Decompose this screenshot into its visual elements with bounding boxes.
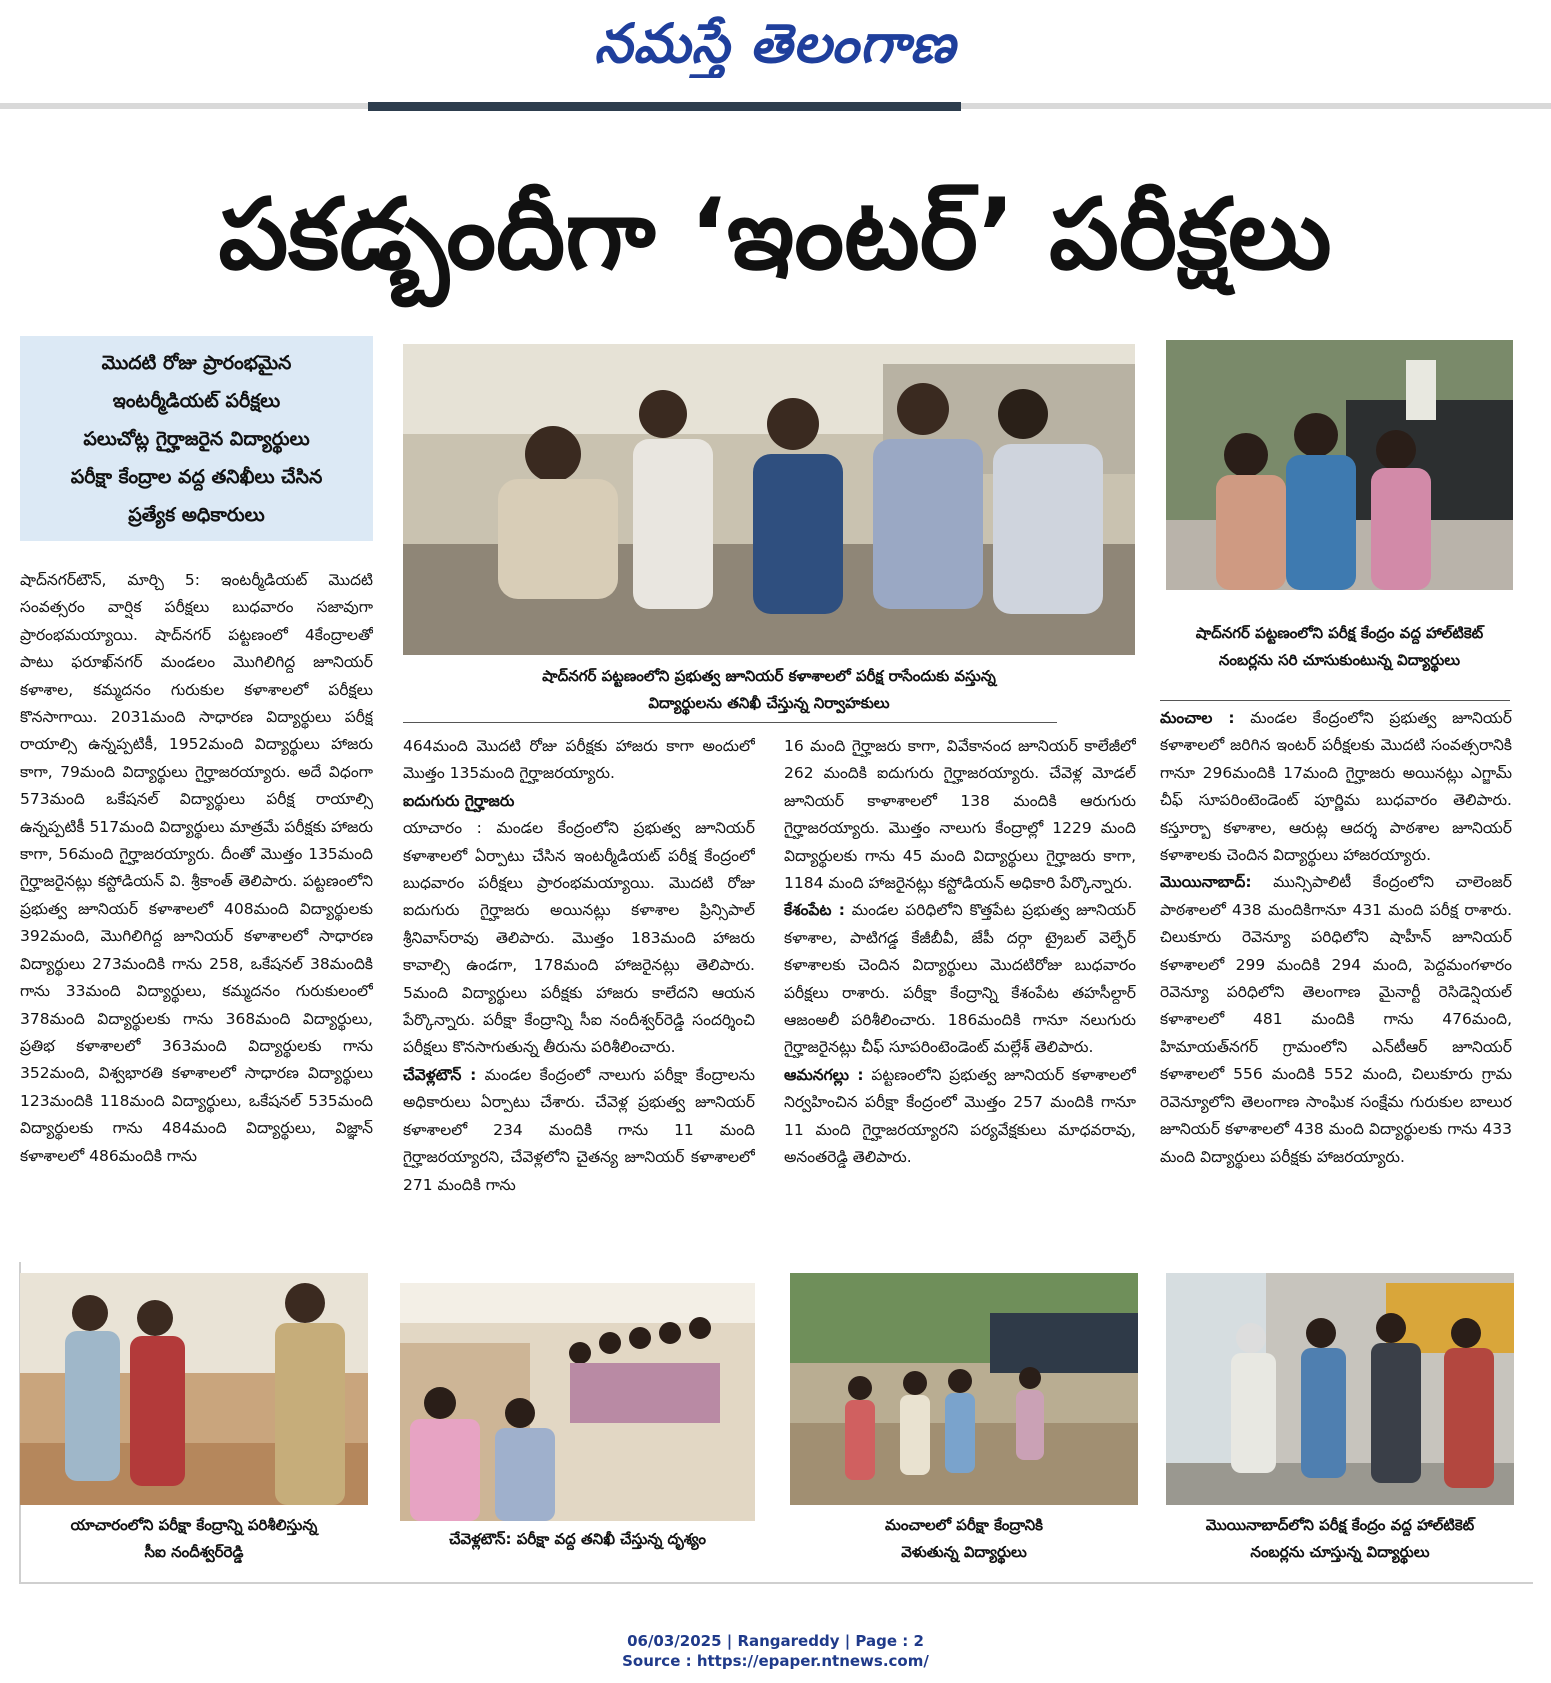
newspaper-logo: నమస్తే తెలంగాణ bbox=[594, 11, 956, 75]
caption-right-photo: షాద్‌నగర్ పట్టణంలోని పరీక్ష కేంద్రం వద్ద హాల్‌టికెట్ నంబర్లను సరి చూసుకుంటున్న విద్యార్థులు bbox=[1195, 624, 1484, 669]
summary-line: ప్రత్యేక అధికారులు bbox=[128, 504, 265, 526]
summary-box bbox=[20, 336, 373, 541]
article-column-2: 464మంది మొదటి రోజు పరీక్షకు హాజరు కాగా అందులో మొత్తం 135మంది గైర్హాజరయ్యారు. ఐదుగురు గైర్హాజరు యాచారం : మండల కేంద్రంలోని ప్రభుత్వ జూనియర్ కళాశాలలో ఏర్పాటు చేసిన ఇంటర్మీడియట్ పరీక్ష కేంద్రంలో బుధవారం పరీక్షలు ప్రారంభమయ్యాయి. మొదటి రోజు ఐదుగురు గైర్హాజరు అయినట్లు కళాశాల ప్రిన్సిపాల్ శ్రీనివాస్‌రావు తెలిపారు. మొత్తం 183మంది హాజరు కావాల్సి ఉండగా, 178మంది హాజరైనట్లు తెలిపారు. 5మంది విద్యార్థులు పరీక్షకు హాజరు కాలేదని ఆయన పేర్కొన్నారు. పరీక్షా కేంద్రాన్ని సీఐ నందీశ్వర్‌రెడ్డి సందర్శించి పరీక్షలు కొనసాగుతున్న తీరును పరిశీలించారు. చేవెళ్లటౌన్ : మండల కేంద్రంలో నాలుగు పరీక్షా కేంద్రాలను అధికారులు ఏర్పాటు చేశారు. చేవెళ్ల ప్రభుత్వ జూనియర్ కళాశాలలో 234 మందికి గాను 11 మంది గైర్హాజరయ్యారని, చేవెళ్లలోని చైతన్య జూనియర్ కళాశాలలో 271 మందికి గాను bbox=[403, 737, 755, 1194]
footer-source[interactable]: Source : https://epaper.ntnews.com/ bbox=[622, 1652, 929, 1670]
separator bbox=[1160, 700, 1510, 701]
footer-date-edition: 06/03/2025 | Rangareddy | Page : 2 bbox=[627, 1632, 924, 1650]
caption-yacharam: యాచారంలోని పరీక్షా కేంద్రాన్ని పరిశీలిస్తున్న సీఐ నందీశ్వర్‌రెడ్డి bbox=[70, 1516, 318, 1561]
photo-manchala bbox=[790, 1273, 1138, 1505]
separator bbox=[403, 722, 1057, 723]
subheading: ఐదుగురు గైర్హాజరు bbox=[403, 791, 515, 810]
masthead bbox=[0, 0, 1551, 100]
article-column-1: షాద్‌నగర్‌టౌన్, మార్చి 5: ఇంటర్మీడియట్ మొదటి సంవత్సరం వార్షిక పరీక్షలు బుధవారం సజావుగా ప్రారంభమయ్యాయి. షాద్‌నగర్ పట్టణంలో 4కేంద్రాలతో పాటు ఫరూఖ్‌నగర్ మండలం మొగిలిగిద్ద జూనియర్ కళాశాల, కమ్మదనం గురుకుల కళాశాలలో పరీక్షలు కొనసాగాయి. 2031మంది సాధారణ విద్యార్థులు పరీక్ష రాయాల్సి ఉన్నప్పటికీ, 1952మంది విద్యార్థులు హాజరు కాగా, 79మంది విద్యార్థులు గైర్హాజరయ్యారు. అదే విధంగా 573మంది ఒకేషనల్ విద్యార్థులు పరీక్ష రాయాల్సి ఉన్నప్పటికీ 517మంది విద్యార్థులు మాత్రమే పరీక్షకు హాజరు కాగా, 56మంది గైర్హాజరయ్యారు. దీంతో మొత్తం 135మంది గైర్హాజరైనట్లు కస్టోడియన్ వి. శ్రీకాంత్ తెలిపారు. పట్టణంలోని ప్రభుత్వ జూనియర్ కళాశాలలో 408మంది విద్యార్థులకు 392మంది, మొగిలిగిద్ద జూనియర్ కళాశాలలో సాధారణ విద్యార్థులు 273మందికి గాను 258, ఒకేషనల్ 38మందికి గాను 33మంది విద్యార్థులు, కమ్మదనం గురుకులంలో 378మంది విద్యార్థులకు గాను 368మంది విద్యార్థులు, ప్రతిభ కళాశాలలో 363మంది విద్యార్థులకు గాను 352మంది, విశ్వభారతి కళాశాలలో సాధారణ విద్యార్థులు 123మందికి 118మంది విద్యార్థులు, ఒకేషనల్ 535మంది విద్యార్థులకు గాను 484మంది విద్యార్థులు, విజ్ఞాన్ కళాశాలలో 486మందికి గాను bbox=[20, 571, 373, 1165]
photo-chevella bbox=[400, 1283, 755, 1521]
caption-main-photo: షాద్‌నగర్ పట్టణంలోని ప్రభుత్వ జూనియర్ కళాశాలలో పరీక్ష రాసేందుకు వస్తున్న విద్యార్థులను తనిఖీ చేస్తున్న నిర్వాహకులు bbox=[542, 667, 996, 712]
summary-line: పలుచోట్ల గైర్హాజరైన విద్యార్థులు bbox=[83, 428, 310, 450]
caption-moinabad: మొయినాబాద్‌లోని పరీక్ష కేంద్రం వద్ద హాల్‌టికెట్ నంబర్లను చూస్తున్న విద్యార్థులు bbox=[1205, 1516, 1475, 1561]
caption-chevella: చేవెళ్లటౌన్: పరీక్షా వద్ద తనిఖీ చేస్తున్న దృశ్యం bbox=[449, 1530, 706, 1548]
article-column-4: మంచాల : మండల కేంద్రంలోని ప్రభుత్వ జూనియర్ కళాశాలలో జరిగిన ఇంటర్ పరీక్షలకు మొదటి సంవత్సరానికి గానూ 296మందికి 17మంది గైర్హాజరు అయినట్లు ఎగ్జామ్ చీఫ్ సూపరింటెండెంట్ పూర్ణిమ బుధవారం తెలిపారు. కస్తూర్బా కళాశాల, ఆరుట్ల ఆదర్శ పాఠశాల జూనియర్ కళాశాలకు చెందిన విద్యార్థులు హాజరయ్యారు. మొయినాబాద్: మున్సిపాలిటీ కేంద్రంలోని చాలెంజర్ పాఠశాలలో 438 మందికిగానూ 431 మంది పరీక్ష రాశారు. చిలుకూరు రెవెన్యూ పరిధిలోని షాహీన్ జూనియర్ కళాశాలలో 299 మందికి 294 మంది, పెద్దమంగళారం రెవెన్యూ పరిధిలోని తెలంగాణ మైనార్టీ రెసిడెన్షియల్ కళాశాలలో 481 మందికి గాను 476మంది, హిమాయత్‌నగర్ గ్రామంలోని ఎన్‌టీఆర్ జూనియర్ కళాశాలలో 556 మందికి 552 మంది, చిలుకూరు గ్రామ రెవెన్యూలోని తెలంగాణ సాంఘిక సంక్షేమ గురుకుల బాలుర జూనియర్ కళాశాలలో 438 మంది విద్యార్థులకు గాను 433 మంది విద్యార్థులు పరీక్షకు హాజరయ్యారు. bbox=[1160, 709, 1512, 1166]
photo-right bbox=[1166, 340, 1513, 590]
summary-line: ఇంటర్మీడియట్ పరీక్షలు bbox=[112, 390, 281, 412]
masthead-accent-rule bbox=[368, 102, 961, 111]
summary-line: పరీక్షా కేంద్రాల వద్ద తనిఖీలు చేసిన bbox=[70, 466, 323, 488]
photo-moinabad bbox=[1166, 1273, 1514, 1505]
article-column-3: 16 మంది గైర్హాజరు కాగా, వివేకానంద జూనియర్ కాలేజీలో 262 మందికి ఐదుగురు గైర్హాజరయ్యారు. చేవెళ్ల మోడల్ జూనియర్ కాళాశాలలో 138 మందికి ఆరుగురు గైర్హాజరయ్యారు. మొత్తం నాలుగు కేంద్రాల్లో 1229 మంది విద్యార్థులకు గాను 45 మంది విద్యార్థులు గైర్హాజరు కాగా, 1184 మంది హాజరైనట్లు కస్టోడియన్ అధికారి పేర్కొన్నారు. కేశంపేట : మండల పరిధిలోని కొత్తపేట ప్రభుత్వ జూనియర్ కళాశాల, పాటిగడ్డ కేజీబీవీ, జేపీ దర్గా ట్రైబల్ వెల్ఫేర్ కళాశాలకు చెందిన విద్యార్థులు మొదటిరోజు బుధవారం పరీక్షలు రాశారు. పరీక్షా కేంద్రాన్ని కేశంపేట తహసీల్దార్ ఆజంఅలీ పరిశీలించారు. 186మందికి గానూ నలుగురు గైర్హాజరైనట్లు చీఫ్ సూపరింటెండెంట్ మల్లేశ్ తెలిపారు. ఆమనగల్లు : పట్టణంలోని ప్రభుత్వ జూనియర్ కళాశాలలో నిర్వహించిన పరీక్షా కేంద్రంలో మొత్తం 257 మందికి గానూ 11 మంది గైర్హాజరయ్యారని పర్యవేక్షకులు మాధవరావు, అనంతరెడ్డి తెలిపారు. bbox=[784, 737, 1136, 1167]
photo-yacharam bbox=[20, 1273, 368, 1505]
photo-main bbox=[403, 344, 1135, 655]
summary-line: మొదటి రోజు ప్రారంభమైన bbox=[101, 352, 292, 374]
headline: పకడ్బందీగా ‘ఇంటర్’ పరీక్షలు bbox=[218, 178, 1332, 292]
caption-manchala: మంచాలలో పరీక్షా కేంద్రానికి వెళుతున్న విద్యార్థులు bbox=[884, 1516, 1044, 1561]
